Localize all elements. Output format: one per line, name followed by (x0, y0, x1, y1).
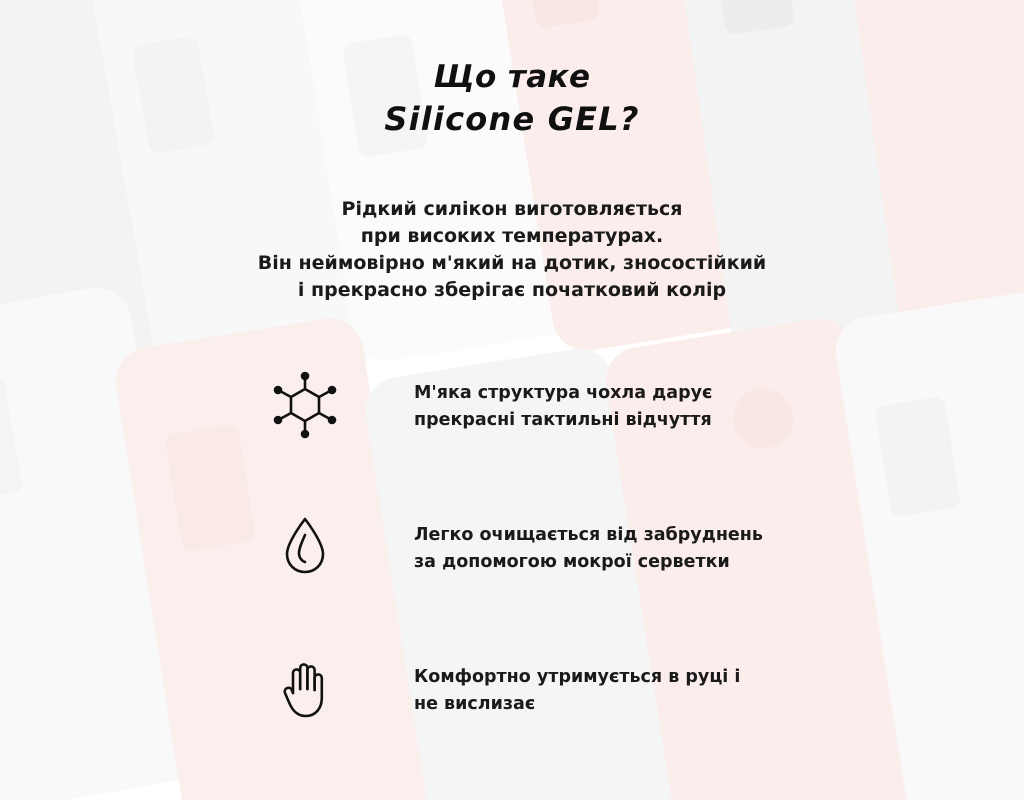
feature-item (268, 510, 828, 652)
page-title (0, 56, 1024, 140)
lead-line-4: і прекрасно зберігає початковий колір (297, 279, 727, 301)
hand-icon (268, 652, 342, 726)
lead-line-1: Рідкий силікон виготовляється (341, 198, 683, 220)
water-drop-icon (268, 510, 342, 584)
title-line-2: Silicone GEL? (384, 100, 640, 138)
molecule-icon (268, 368, 342, 442)
feature-text-line-2: за допомогою мокрої серветки (414, 552, 730, 572)
feature-text-line-1: Легко очищається від забруднень (414, 525, 763, 545)
lead-line-3: Він неймовірно м'який на дотик, зносостійкий (257, 252, 767, 274)
feature-text-line-1: Комфортно утримується в руці і (414, 667, 741, 687)
feature-text (414, 664, 834, 718)
feature-text (414, 380, 834, 434)
feature-item (268, 652, 828, 794)
feature-item (268, 368, 828, 510)
title-line-1: Що таке (433, 59, 591, 95)
feature-list (268, 368, 828, 794)
lead-line-2: при високих температурах. (360, 225, 664, 247)
feature-text-line-2: прекрасні тактильні відчуття (414, 410, 712, 430)
feature-text (414, 522, 834, 576)
feature-text-line-2: не вислизає (414, 694, 536, 714)
feature-text-line-1: М'яка структура чохла дарує (414, 383, 713, 403)
lead-paragraph (0, 196, 1024, 304)
